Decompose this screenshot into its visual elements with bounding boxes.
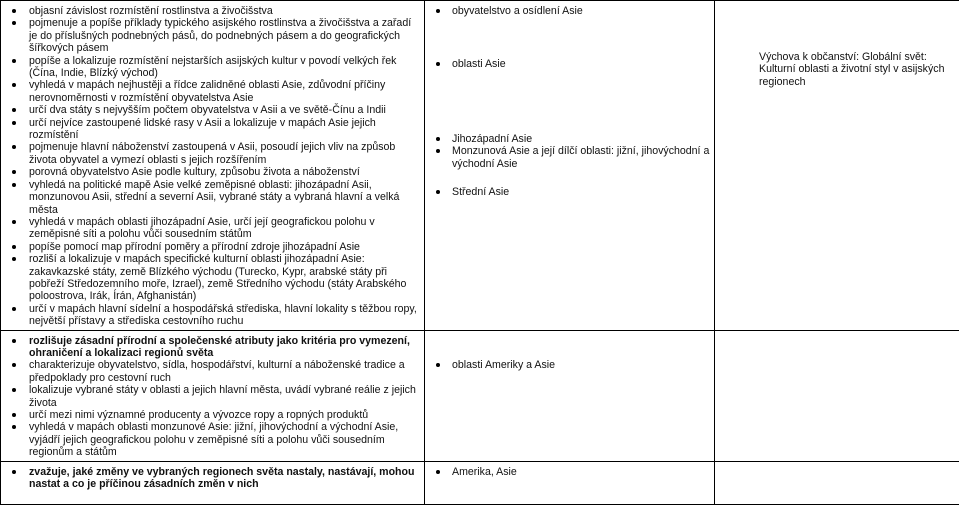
list-item: pojmenuje hlavní náboženství zastoupená v Asii, posoudí jejich vliv na způsob života obyvatel a vymezí oblasti s jejich rozšířením bbox=[5, 141, 420, 166]
list-item: určí nejvíce zastoupené lidské rasy v Asii a lokalizuje v mapách Asie jejich rozmístění bbox=[5, 117, 420, 142]
topics-cell bbox=[425, 1, 715, 331]
cross-curricular-text: Výchova k občanství: Globální svět: Kulturní oblasti a životní styl v asijských regionech bbox=[719, 5, 958, 88]
list-item: popíše a lokalizuje rozmístění nejstarších asijských kultur v povodí velkých řek (Čína, Indie, Blízký východ) bbox=[5, 55, 420, 80]
list-item: určí mezi nimi významné producenty a vývozce ropy a ropných produktů bbox=[5, 409, 420, 421]
list-item: rozlišuje zásadní přírodní a společenské atributy jako kritéria pro vymezení, ohraničení a lokalizaci regionů světa bbox=[5, 335, 420, 360]
table-row bbox=[1, 330, 959, 461]
outcomes-cell bbox=[1, 1, 425, 331]
list-item: objasní závislost rozmístění rostlinstva a živočišstva bbox=[5, 5, 420, 17]
table-row bbox=[1, 1, 959, 331]
cross-curricular-cell bbox=[715, 330, 959, 461]
topic-item: obyvatelstvo a osídlení Asie bbox=[429, 5, 710, 17]
list-item: vyhledá v mapách nejhustěji a řídce zalidněné oblasti Asie, zdůvodní příčiny nerovnoměrnosti v rozmístění obyvatelstva Asie bbox=[5, 79, 420, 104]
topics-cell bbox=[425, 461, 715, 504]
outcomes-list bbox=[5, 5, 420, 328]
outcomes-cell bbox=[1, 330, 425, 461]
list-item: rozliší a lokalizuje v mapách specifické kulturní oblasti jihozápadní Asie: zakavkazské státy, země Blízkého východu (Turecko, Kypr, arabské státy při pobřeží Středozemního moře, Izrael), země Středního východu (státy Arabského poloostrova, Irák, Írán, Afghanistán) bbox=[5, 253, 420, 303]
list-item: určí v mapách hlavní sídelní a hospodářská střediska, hlavní lokality s těžbou ropy, největší přístavy a střediska cestovního ruchu bbox=[5, 303, 420, 328]
topics-cell bbox=[425, 330, 715, 461]
cross-curricular-cell bbox=[715, 1, 959, 331]
list-item: pojmenuje a popíše příklady typického asijského rostlinstva a živočišstva a zařadí je do příslušných podnebných pásů, do podnebných pásem a do geografických šířkových pásem bbox=[5, 17, 420, 54]
list-item: určí dva státy s nejvyšším počtem obyvatelstva v Asii a ve světě-Čínu a Indii bbox=[5, 104, 420, 116]
list-item: lokalizuje vybrané státy v oblasti a jejich hlavní města, uvádí vybrané reálie z jejich života bbox=[5, 384, 420, 409]
list-item: zvažuje, jaké změny ve vybraných regionech světa nastaly, nastávají, mohou nastat a co je příčinou zásadních změn v nich bbox=[5, 466, 420, 491]
outcomes-list bbox=[5, 335, 420, 459]
topic-item: Jihozápadní Asie bbox=[429, 133, 710, 145]
outcomes-cell bbox=[1, 461, 425, 504]
list-item: vyhledá v mapách oblasti monzunové Asie: jižní, jihovýchodní a východní Asie, vyjádří jejich geografickou polohu v zeměpisné síti a polohu vůči sousedním regionům a státům bbox=[5, 421, 420, 458]
list-item: vyhledá na politické mapě Asie velké zeměpisné oblasti: jihozápadní Asii, monzunovou Asii, střední a severní Asii, vybrané státy a vybraná hlavní a velká města bbox=[5, 179, 420, 216]
list-item: popíše pomocí map přírodní poměry a přírodní zdroje jihozápadní Asie bbox=[5, 241, 420, 253]
list-item: charakterizuje obyvatelstvo, sídla, hospodářství, kulturní a náboženské tradice a předpoklady pro cestovní ruch bbox=[5, 359, 420, 384]
topic-item: Střední Asie bbox=[429, 186, 710, 198]
table-row bbox=[1, 461, 959, 504]
list-item: vyhledá v mapách oblasti jihozápadní Asie, určí její geografickou polohu v zeměpisné síti a polohu vůči sousedním státům bbox=[5, 216, 420, 241]
cross-curricular-cell bbox=[715, 461, 959, 504]
topic-item: oblasti Asie bbox=[429, 58, 710, 70]
outcomes-list bbox=[5, 466, 420, 491]
topic-item: Monzunová Asie a její dílčí oblasti: jižní, jihovýchodní a východní Asie bbox=[429, 145, 710, 170]
topic-item: oblasti Ameriky a Asie bbox=[429, 359, 710, 371]
list-item: porovná obyvatelstvo Asie podle kultury, způsobu života a náboženství bbox=[5, 166, 420, 178]
topic-item: Amerika, Asie bbox=[429, 466, 710, 478]
